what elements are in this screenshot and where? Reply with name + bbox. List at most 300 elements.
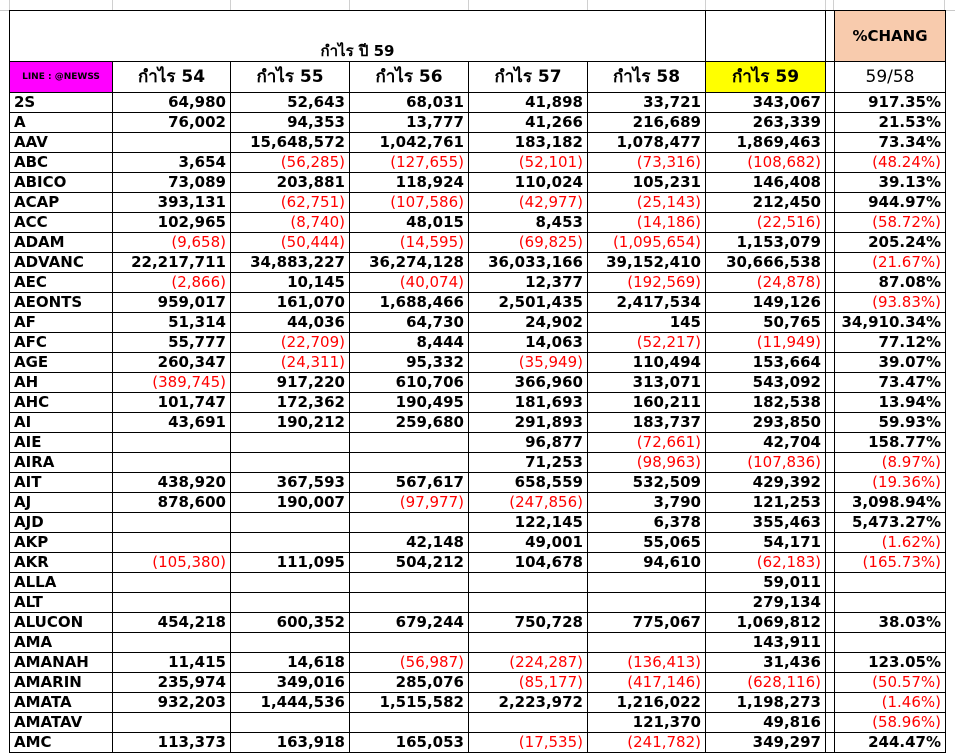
profit-cell[interactable]: 64,730 [350, 313, 469, 333]
profit-cell[interactable]: (42,977) [469, 193, 588, 213]
profit-cell[interactable]: 504,212 [350, 553, 469, 573]
profit-cell[interactable]: (22,516) [706, 213, 826, 233]
change-percent-cell[interactable]: (19.36%) [835, 473, 946, 493]
profit-cell[interactable]: 1,153,079 [706, 233, 826, 253]
profit-cell[interactable]: 1,069,812 [706, 613, 826, 633]
column-guide [9, 0, 10, 10]
profit-cell[interactable]: 285,076 [350, 673, 469, 693]
profit-cell[interactable]: (98,963) [588, 453, 706, 473]
profit-cell[interactable]: 438,920 [113, 473, 231, 493]
profit-cell[interactable]: 367,593 [231, 473, 350, 493]
profit-cell[interactable]: 42,704 [706, 433, 826, 453]
stock-code-cell[interactable]: ADVANC [10, 253, 113, 273]
profit-cell[interactable]: (417,146) [588, 673, 706, 693]
header-profit-59[interactable]: กำไร 59 [706, 62, 826, 93]
profit-cell[interactable]: (56,285) [231, 153, 350, 173]
profit-cell[interactable]: (17,535) [469, 733, 588, 753]
profit-cell[interactable]: 59,011 [706, 573, 826, 593]
table-row [10, 513, 946, 533]
profit-cell[interactable]: 12,377 [469, 273, 588, 293]
change-percent-cell[interactable]: (1.46%) [835, 693, 946, 713]
change-percent-cell[interactable]: 87.08% [835, 273, 946, 293]
stock-code-cell[interactable]: AJ [10, 493, 113, 513]
profit-cell[interactable]: 48,015 [350, 213, 469, 233]
profit-cell[interactable]: 36,274,128 [350, 253, 469, 273]
profit-cell[interactable]: 111,095 [231, 553, 350, 573]
profit-cell[interactable]: 291,893 [469, 413, 588, 433]
change-percent-cell[interactable]: 5,473.27% [835, 513, 946, 533]
table-row [10, 693, 946, 713]
profit-cell[interactable]: 64,980 [113, 93, 231, 113]
profit-cell[interactable]: 2,501,435 [469, 293, 588, 313]
change-percent-cell[interactable]: 77.12% [835, 333, 946, 353]
profit-cell[interactable] [113, 533, 231, 553]
profit-cell[interactable] [231, 713, 350, 733]
profit-cell[interactable]: 349,016 [231, 673, 350, 693]
profit-cell[interactable]: (14,186) [588, 213, 706, 233]
gap-column [826, 113, 835, 133]
stock-code-cell[interactable]: AEONTS [10, 293, 113, 313]
stock-code-cell[interactable]: AH [10, 373, 113, 393]
stock-code-cell[interactable]: AHC [10, 393, 113, 413]
profit-cell[interactable]: 203,881 [231, 173, 350, 193]
profit-cell[interactable]: 121,370 [588, 713, 706, 733]
profit-cell[interactable]: (1,095,654) [588, 233, 706, 253]
profit-cell[interactable]: 105,231 [588, 173, 706, 193]
profit-cell[interactable] [588, 593, 706, 613]
profit-cell[interactable]: 1,078,477 [588, 133, 706, 153]
profit-cell[interactable]: (2,866) [113, 273, 231, 293]
profit-cell[interactable]: (62,183) [706, 553, 826, 573]
gap-column [826, 573, 835, 593]
stock-code-cell[interactable]: AFC [10, 333, 113, 353]
change-percent-cell[interactable] [835, 633, 946, 653]
change-percent-cell[interactable]: (8.97%) [835, 453, 946, 473]
change-percent-cell[interactable]: 244.47% [835, 733, 946, 753]
profit-cell[interactable]: 260,347 [113, 353, 231, 373]
profit-cell[interactable]: 3,790 [588, 493, 706, 513]
gap-column [826, 373, 835, 393]
profit-cell[interactable] [113, 573, 231, 593]
profit-cell[interactable]: (389,745) [113, 373, 231, 393]
profit-cell[interactable]: 41,898 [469, 93, 588, 113]
profit-cell[interactable] [350, 573, 469, 593]
profit-cell[interactable]: (192,569) [588, 273, 706, 293]
profit-cell[interactable]: 39,152,410 [588, 253, 706, 273]
profit-cell[interactable]: (24,311) [231, 353, 350, 373]
profit-cell[interactable] [469, 593, 588, 613]
profit-cell[interactable]: 24,902 [469, 313, 588, 333]
profit-cell[interactable]: 313,071 [588, 373, 706, 393]
profit-cell[interactable]: (52,101) [469, 153, 588, 173]
profit-cell[interactable]: 1,688,466 [350, 293, 469, 313]
stock-code-cell[interactable]: AMA [10, 633, 113, 653]
stock-code-cell[interactable]: ALUCON [10, 613, 113, 633]
stock-code-cell[interactable]: ADAM [10, 233, 113, 253]
profit-cell[interactable]: 181,693 [469, 393, 588, 413]
gap-column [826, 713, 835, 733]
profit-cell[interactable]: 1,198,273 [706, 693, 826, 713]
profit-cell[interactable]: 153,664 [706, 353, 826, 373]
profit-cell[interactable]: 42,148 [350, 533, 469, 553]
profit-cell[interactable]: 44,036 [231, 313, 350, 333]
change-percent-cell[interactable]: 21.53% [835, 113, 946, 133]
gap-column [826, 193, 835, 213]
gap-column [826, 353, 835, 373]
change-percent-cell[interactable]: 39.07% [835, 353, 946, 373]
stock-code-cell[interactable]: AKP [10, 533, 113, 553]
stock-code-cell[interactable]: A [10, 113, 113, 133]
profit-cell[interactable] [113, 633, 231, 653]
profit-cell[interactable]: 22,217,711 [113, 253, 231, 273]
change-percent-cell[interactable]: (58.96%) [835, 713, 946, 733]
header-profit-56[interactable]: กำไร 56 [350, 62, 469, 93]
gap-column [826, 733, 835, 753]
profit-cell[interactable]: 343,067 [706, 93, 826, 113]
stock-code-cell[interactable]: AMATAV [10, 713, 113, 733]
profit-cell[interactable]: (72,661) [588, 433, 706, 453]
profit-cell[interactable]: 279,134 [706, 593, 826, 613]
profit-cell[interactable]: 8,453 [469, 213, 588, 233]
stock-code-cell[interactable]: AI [10, 413, 113, 433]
change-percent-cell[interactable]: (93.83%) [835, 293, 946, 313]
profit-cell[interactable]: 212,450 [706, 193, 826, 213]
profit-cell[interactable]: (25,143) [588, 193, 706, 213]
profit-cell[interactable]: 55,065 [588, 533, 706, 553]
profit-cell[interactable]: 36,033,166 [469, 253, 588, 273]
profit-cell[interactable]: (247,856) [469, 493, 588, 513]
profit-cell[interactable]: 145 [588, 313, 706, 333]
profit-cell[interactable]: (62,751) [231, 193, 350, 213]
gap-column [826, 11, 835, 62]
profit-cell[interactable] [469, 573, 588, 593]
profit-cell[interactable]: (73,316) [588, 153, 706, 173]
profit-cell[interactable]: 31,436 [706, 653, 826, 673]
table-row [10, 573, 946, 593]
profit-cell[interactable]: 55,777 [113, 333, 231, 353]
stock-code-cell[interactable]: AIT [10, 473, 113, 493]
profit-cell[interactable]: 11,415 [113, 653, 231, 673]
profit-cell[interactable]: 8,444 [350, 333, 469, 353]
profit-cell[interactable]: 190,495 [350, 393, 469, 413]
header-profit-58[interactable]: กำไร 58 [588, 62, 706, 93]
change-percent-cell[interactable] [835, 593, 946, 613]
stock-code-cell[interactable]: 2S [10, 93, 113, 113]
profit-cell[interactable]: (14,595) [350, 233, 469, 253]
profit-cell[interactable]: 13,777 [350, 113, 469, 133]
change-percent-cell[interactable]: (165.73%) [835, 553, 946, 573]
profit-cell[interactable]: 149,126 [706, 293, 826, 313]
profit-cell[interactable]: 183,737 [588, 413, 706, 433]
profit-cell[interactable] [588, 573, 706, 593]
profit-cell[interactable]: 165,053 [350, 733, 469, 753]
stock-code-cell[interactable]: AMANAH [10, 653, 113, 673]
profit-cell[interactable]: 216,689 [588, 113, 706, 133]
profit-cell[interactable]: 1,444,536 [231, 693, 350, 713]
profit-cell[interactable]: (35,949) [469, 353, 588, 373]
profit-cell[interactable]: (241,782) [588, 733, 706, 753]
stock-code-cell[interactable]: AKR [10, 553, 113, 573]
stock-code-cell[interactable]: AIE [10, 433, 113, 453]
change-percent-cell[interactable]: 13.94% [835, 393, 946, 413]
table-row [10, 293, 946, 313]
profit-cell[interactable] [113, 433, 231, 453]
stock-code-cell[interactable]: ACC [10, 213, 113, 233]
profit-cell[interactable]: 600,352 [231, 613, 350, 633]
profit-cell[interactable]: (107,586) [350, 193, 469, 213]
profit-cell[interactable]: 1,869,463 [706, 133, 826, 153]
profit-cell[interactable]: (127,655) [350, 153, 469, 173]
stock-code-cell[interactable]: AMATA [10, 693, 113, 713]
profit-cell[interactable] [113, 453, 231, 473]
profit-cell[interactable]: 429,392 [706, 473, 826, 493]
profit-cell[interactable]: 543,092 [706, 373, 826, 393]
profit-cell[interactable]: (85,177) [469, 673, 588, 693]
change-percent-cell[interactable]: 39.13% [835, 173, 946, 193]
stock-code-cell[interactable]: AF [10, 313, 113, 333]
profit-cell[interactable]: 143,911 [706, 633, 826, 653]
profit-cell[interactable]: 355,463 [706, 513, 826, 533]
profit-cell[interactable]: (107,836) [706, 453, 826, 473]
profit-cell[interactable]: (224,287) [469, 653, 588, 673]
profit-cell[interactable]: 679,244 [350, 613, 469, 633]
profit-cell[interactable] [350, 593, 469, 613]
profit-cell[interactable]: 71,253 [469, 453, 588, 473]
change-percent-cell[interactable]: 917.35% [835, 93, 946, 113]
profit-cell[interactable]: 959,017 [113, 293, 231, 313]
profit-cell[interactable] [231, 593, 350, 613]
profit-cell[interactable]: 454,218 [113, 613, 231, 633]
profit-cell[interactable] [113, 593, 231, 613]
table-row [10, 313, 946, 333]
gap-column [826, 413, 835, 433]
profit-cell[interactable]: 293,850 [706, 413, 826, 433]
profit-cell[interactable] [231, 513, 350, 533]
gap-column [826, 593, 835, 613]
profit-cell[interactable]: 878,600 [113, 493, 231, 513]
table-row [10, 473, 946, 493]
profit-cell[interactable]: 51,314 [113, 313, 231, 333]
column-guide [468, 0, 469, 10]
column-guide [825, 0, 826, 10]
profit-cell[interactable] [231, 573, 350, 593]
profit-cell[interactable]: 118,924 [350, 173, 469, 193]
profit-cell[interactable]: 349,297 [706, 733, 826, 753]
profit-cell[interactable]: 96,877 [469, 433, 588, 453]
profit-cell[interactable]: 14,063 [469, 333, 588, 353]
profit-cell[interactable] [469, 633, 588, 653]
title-blank-cell[interactable] [706, 11, 826, 62]
page-title[interactable]: กำไร ปี 59 [10, 11, 706, 62]
profit-cell[interactable] [231, 433, 350, 453]
profit-cell[interactable] [231, 533, 350, 553]
profit-cell[interactable]: 76,002 [113, 113, 231, 133]
profit-cell[interactable]: 34,883,227 [231, 253, 350, 273]
profit-cell[interactable] [231, 453, 350, 473]
header-profit-54[interactable]: กำไร 54 [113, 62, 231, 93]
profit-cell[interactable]: 104,678 [469, 553, 588, 573]
table-row [10, 213, 946, 233]
profit-cell[interactable]: 235,974 [113, 673, 231, 693]
change-percent-cell[interactable]: 944.97% [835, 193, 946, 213]
stock-code-cell[interactable]: AJD [10, 513, 113, 533]
change-percent-cell[interactable] [835, 573, 946, 593]
profit-cell[interactable] [469, 713, 588, 733]
profit-cell[interactable] [350, 513, 469, 533]
profit-cell[interactable]: 146,408 [706, 173, 826, 193]
profit-cell[interactable]: 101,747 [113, 393, 231, 413]
profit-cell[interactable]: 50,765 [706, 313, 826, 333]
profit-cell[interactable]: 263,339 [706, 113, 826, 133]
stock-code-cell[interactable]: AIRA [10, 453, 113, 473]
profit-cell[interactable]: 102,965 [113, 213, 231, 233]
profit-cell[interactable]: (40,074) [350, 273, 469, 293]
profit-cell[interactable]: (11,949) [706, 333, 826, 353]
profit-cell[interactable]: (628,116) [706, 673, 826, 693]
profit-cell[interactable]: 95,332 [350, 353, 469, 373]
profit-cell[interactable] [350, 713, 469, 733]
table-row [10, 373, 946, 393]
line-badge[interactable]: LINE : @NEWSS [10, 62, 113, 93]
profit-cell[interactable]: 366,960 [469, 373, 588, 393]
profit-cell[interactable]: 2,223,972 [469, 693, 588, 713]
profit-cell[interactable]: 113,373 [113, 733, 231, 753]
header-ratio[interactable]: 59/58 [835, 62, 946, 93]
stock-code-cell[interactable]: AAV [10, 133, 113, 153]
change-percent-cell[interactable]: 158.77% [835, 433, 946, 453]
profit-cell[interactable]: 94,353 [231, 113, 350, 133]
change-percent-cell[interactable]: 3,098.94% [835, 493, 946, 513]
profit-cell[interactable]: 190,212 [231, 413, 350, 433]
profit-cell[interactable]: 30,666,538 [706, 253, 826, 273]
profit-cell[interactable] [350, 433, 469, 453]
profit-cell[interactable]: 54,171 [706, 533, 826, 553]
profit-cell[interactable]: 190,007 [231, 493, 350, 513]
profit-cell[interactable]: 259,680 [350, 413, 469, 433]
stock-code-cell[interactable]: AGE [10, 353, 113, 373]
profit-cell[interactable]: 532,509 [588, 473, 706, 493]
profit-cell[interactable]: (52,217) [588, 333, 706, 353]
gap-column [826, 333, 835, 353]
stock-code-cell[interactable]: ACAP [10, 193, 113, 213]
profit-cell[interactable]: (108,682) [706, 153, 826, 173]
profit-cell[interactable]: 567,617 [350, 473, 469, 493]
profit-cell[interactable]: 73,089 [113, 173, 231, 193]
profit-cell[interactable]: 160,211 [588, 393, 706, 413]
profit-cell[interactable]: 393,131 [113, 193, 231, 213]
stock-code-cell[interactable]: AMC [10, 733, 113, 753]
change-percent-cell[interactable]: (58.72%) [835, 213, 946, 233]
change-percent-cell[interactable]: 38.03% [835, 613, 946, 633]
header-profit-55[interactable]: กำไร 55 [231, 62, 350, 93]
profit-cell[interactable]: (9,658) [113, 233, 231, 253]
profit-cell[interactable]: 1,515,582 [350, 693, 469, 713]
change-percent-cell[interactable]: 34,910.34% [835, 313, 946, 333]
profit-cell[interactable]: 121,253 [706, 493, 826, 513]
profit-cell[interactable]: 658,559 [469, 473, 588, 493]
profit-cell[interactable]: 172,362 [231, 393, 350, 413]
stock-code-cell[interactable]: AEC [10, 273, 113, 293]
header-profit-57[interactable]: กำไร 57 [469, 62, 588, 93]
stock-code-cell[interactable]: ALLA [10, 573, 113, 593]
profit-cell[interactable]: 94,610 [588, 553, 706, 573]
profit-cell[interactable] [113, 513, 231, 533]
profit-cell[interactable]: 33,721 [588, 93, 706, 113]
change-percent-cell[interactable]: 73.47% [835, 373, 946, 393]
profit-cell[interactable]: 932,203 [113, 693, 231, 713]
profit-cell[interactable]: 182,538 [706, 393, 826, 413]
profit-cell[interactable]: 2,417,534 [588, 293, 706, 313]
profit-cell[interactable] [113, 133, 231, 153]
profit-cell[interactable]: 43,691 [113, 413, 231, 433]
profit-cell[interactable]: 10,145 [231, 273, 350, 293]
profit-cell[interactable] [588, 633, 706, 653]
table-row [10, 713, 946, 733]
profit-cell[interactable]: 161,070 [231, 293, 350, 313]
profit-cell[interactable]: 1,216,022 [588, 693, 706, 713]
profit-cell[interactable]: 52,643 [231, 93, 350, 113]
stock-code-cell[interactable]: ABICO [10, 173, 113, 193]
profit-cell[interactable]: (69,825) [469, 233, 588, 253]
profit-cell[interactable]: 15,648,572 [231, 133, 350, 153]
column-guide [230, 0, 231, 10]
profit-cell[interactable] [113, 713, 231, 733]
profit-cell[interactable] [350, 453, 469, 473]
profit-cell[interactable]: 49,816 [706, 713, 826, 733]
profit-cell[interactable]: 49,001 [469, 533, 588, 553]
profit-cell[interactable]: (97,977) [350, 493, 469, 513]
change-title[interactable]: %CHANG [835, 11, 946, 62]
profit-cell[interactable]: 750,728 [469, 613, 588, 633]
profit-cell[interactable]: 14,618 [231, 653, 350, 673]
profit-cell[interactable]: 6,378 [588, 513, 706, 533]
profit-cell[interactable]: 610,706 [350, 373, 469, 393]
profit-cell[interactable]: (105,380) [113, 553, 231, 573]
profit-cell[interactable]: (56,987) [350, 653, 469, 673]
profit-cell[interactable]: 917,220 [231, 373, 350, 393]
change-percent-cell[interactable]: (48.24%) [835, 153, 946, 173]
change-percent-cell[interactable]: 73.34% [835, 133, 946, 153]
profit-cell[interactable]: (8,740) [231, 213, 350, 233]
profit-cell[interactable]: 775,067 [588, 613, 706, 633]
profit-cell[interactable]: 1,042,761 [350, 133, 469, 153]
profit-cell[interactable]: 122,145 [469, 513, 588, 533]
change-percent-cell[interactable]: (21.67%) [835, 253, 946, 273]
stock-code-cell[interactable]: AMARIN [10, 673, 113, 693]
profit-cell[interactable]: 68,031 [350, 93, 469, 113]
change-percent-cell[interactable]: (50.57%) [835, 673, 946, 693]
profit-cell[interactable]: (22,709) [231, 333, 350, 353]
profit-cell[interactable] [350, 633, 469, 653]
change-percent-cell[interactable]: 59.93% [835, 413, 946, 433]
change-percent-cell[interactable]: 123.05% [835, 653, 946, 673]
profit-cell[interactable]: 110,494 [588, 353, 706, 373]
profit-cell[interactable]: 41,266 [469, 113, 588, 133]
profit-cell[interactable]: 183,182 [469, 133, 588, 153]
profit-cell[interactable]: (24,878) [706, 273, 826, 293]
change-percent-cell[interactable]: (1.62%) [835, 533, 946, 553]
change-percent-cell[interactable]: 205.24% [835, 233, 946, 253]
profit-cell[interactable]: 3,654 [113, 153, 231, 173]
profit-cell[interactable]: 110,024 [469, 173, 588, 193]
profit-cell[interactable] [231, 633, 350, 653]
profit-cell[interactable]: 163,918 [231, 733, 350, 753]
stock-code-cell[interactable]: ABC [10, 153, 113, 173]
stock-code-cell[interactable]: ALT [10, 593, 113, 613]
profit-cell[interactable]: (136,413) [588, 653, 706, 673]
profit-cell[interactable]: (50,444) [231, 233, 350, 253]
gap-column [826, 673, 835, 693]
